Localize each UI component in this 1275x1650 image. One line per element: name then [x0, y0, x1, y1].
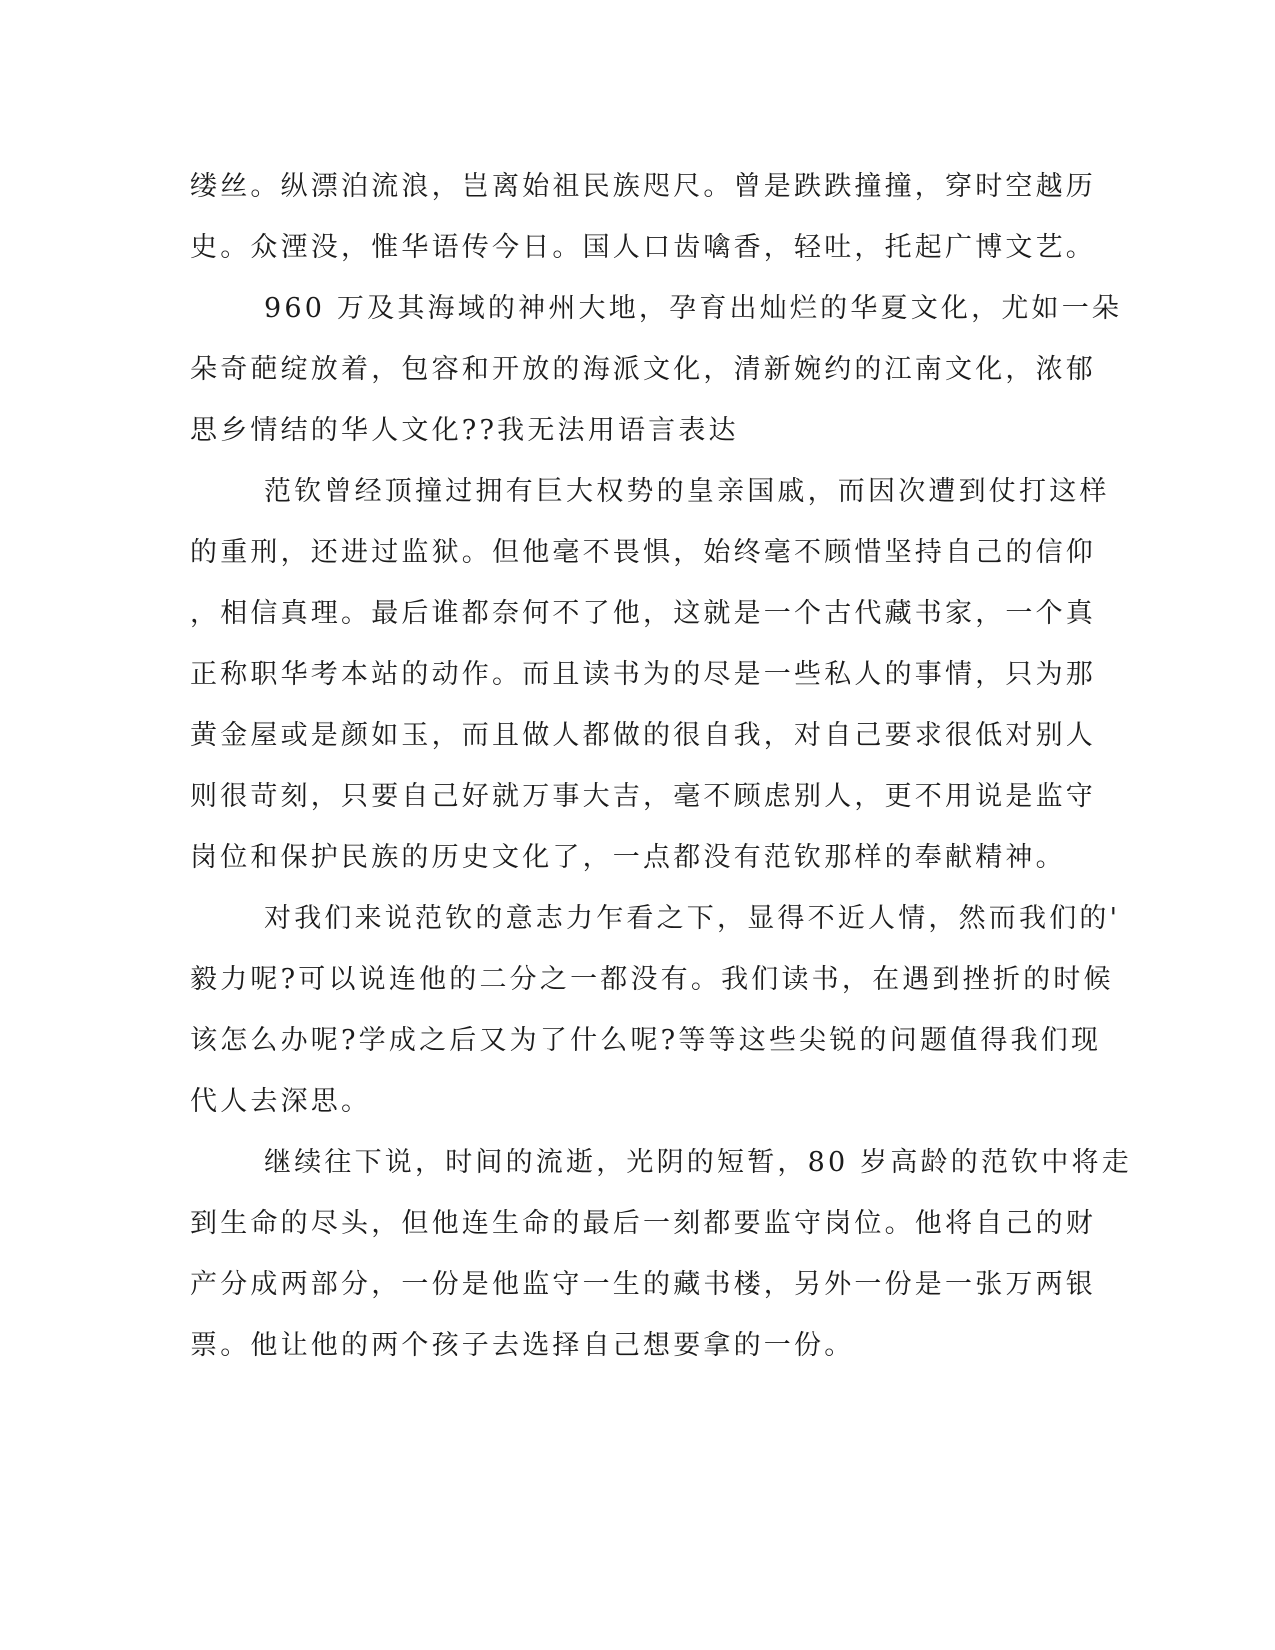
text-line: 产分成两部分，一份是他监守一生的藏书楼，另外一份是一张万两银: [190, 1269, 1096, 1300]
text-line: 对我们来说范钦的意志力乍看之下，显得不近人情，然而我们的': [264, 903, 1121, 934]
text-line: 960 万及其海域的神州大地，孕育出灿烂的华夏文化，尤如一朵: [264, 293, 1123, 324]
text-line: 史。众湮没，惟华语传今日。国人口齿噙香，轻吐，托起广博文艺。: [190, 232, 1096, 263]
text-line: 范钦曾经顶撞过拥有巨大权势的皇亲国戚，而因次遭到仗打这样: [264, 476, 1110, 507]
text-line: 黄金屋或是颜如玉，而且做人都做的很自我，对自己要求很低对别人: [190, 720, 1096, 751]
text-line: 思乡情结的华人文化??我无法用语言表达: [190, 415, 739, 446]
text-line: 的重刑，还进过监狱。但他毫不畏惧，始终毫不顾惜坚持自己的信仰: [190, 537, 1096, 568]
text-line: 继续往下说，时间的流逝，光阴的短暂，80 岁高龄的范钦中将走: [264, 1147, 1132, 1178]
text-line: 代人去深思。: [190, 1086, 372, 1117]
text-line: 朵奇葩绽放着，包容和开放的海派文化，清新婉约的江南文化，浓郁: [190, 354, 1096, 385]
text-line: 缕丝。纵漂泊流浪，岂离始祖民族咫尺。曾是跌跌撞撞，穿时空越历: [190, 171, 1096, 202]
text-line: 岗位和保护民族的历史文化了，一点都没有范钦那样的奉献精神。: [190, 842, 1066, 873]
document-body: [190, 156, 1132, 1376]
text-line: 毅力呢?可以说连他的二分之一都没有。我们读书，在遇到挫折的时候: [190, 964, 1114, 995]
text-line: 票。他让他的两个孩子去选择自己想要拿的一份。: [190, 1330, 855, 1361]
text-line: 则很苛刻，只要自己好就万事大吉，毫不顾虑别人，更不用说是监守: [190, 781, 1096, 812]
text-line: 到生命的尽头，但他连生命的最后一刻都要监守岗位。他将自己的财: [190, 1208, 1096, 1239]
text-line: ，相信真理。最后谁都奈何不了他，这就是一个古代藏书家，一个真: [190, 598, 1096, 629]
text-line: 正称职华考本站的动作。而且读书为的尽是一些私人的事情，只为那: [190, 659, 1096, 690]
text-line: 该怎么办呢?学成之后又为了什么呢?等等这些尖锐的问题值得我们现: [190, 1025, 1102, 1056]
